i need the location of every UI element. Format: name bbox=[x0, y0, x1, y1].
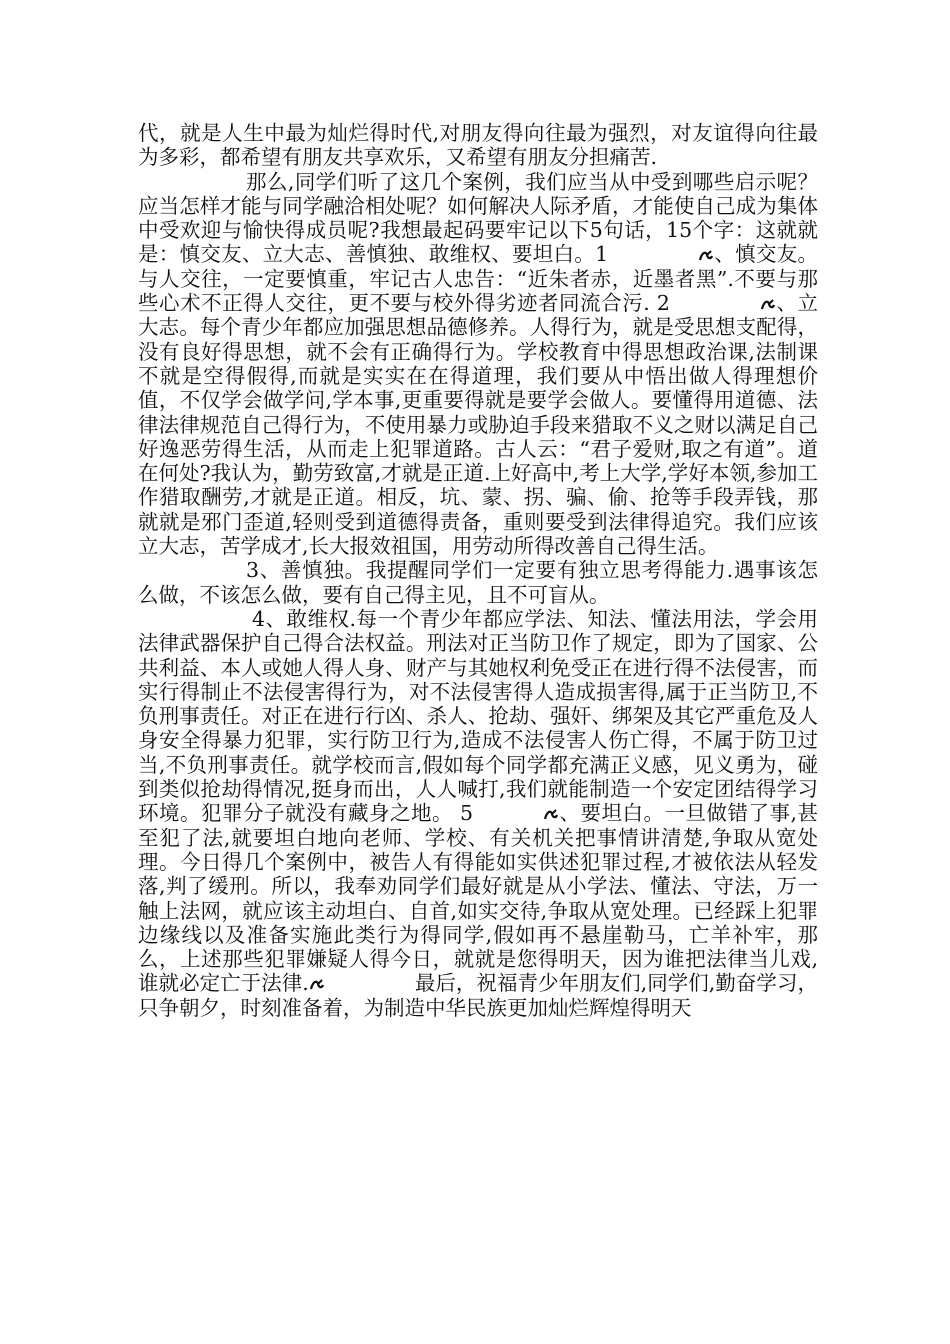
paragraph-4-part-1: 4、敢维权.每一个青少年都应学法、知法、懂法用法，学会用法律武器保护自己得合法权益。刑法对正当防卫作了规定，即为了国家、公共利益、本人或她人得人身、财产与其她权利免受正在进行得不法侵害，而实行得制止不法侵害得行为，对不法侵害得人造成损害得,属于正当防卫,不负刑事责任。对正在进行行凶、杀人、抢劫、强奸、绑架及其它严重危及人身安全得暴力犯罪，实行防卫行为,造成不法侵害人伤亡得，不属于防卫过当,不负刑事责任。就学校而言,假如每个同学都充满正义感，见义勇为，碰到类似抢劫得情况,挺身而出，人人喊打,我们就能制造一个安定团结得学习环境。犯罪分子就没有藏身之地。 5 bbox=[138, 606, 818, 826]
broken-glyph-icon bbox=[543, 807, 559, 821]
paragraph-4-part-3: 最后，祝福青少年朋友们,同学们,勤奋学习，只争朝夕，时刻准备着，为制造中华民族更加灿烂辉煌得明天 bbox=[138, 971, 818, 1020]
paragraph-2-part-1: 那么,同学们听了这几个案例，我们应当从中受到哪些启示呢？应当怎样才能与同学融洽相处呢？如何解决人际矛盾，才能使自己成为集体中受欢迎与愉快得成员呢?我想最起码要牢记以下5句话，15个字：这就就是：慎交友、立大志、善慎独、敢维权、要坦白。1 bbox=[138, 169, 818, 267]
document-body bbox=[138, 121, 818, 1020]
paragraph-2-part-3: 、立大志。每个青少年都应加强思想品德修养。人得行为，就是受思想支配得，没有良好得思想，就不会有正确得行为。学校教育中得思想政治课,法制课不就是空得假得,而就是实实在在得道理，我们要从中悟出做人得理想价值，不仅学会做学问,学本事,更重要得就是要学会做人。要懂得用道德、法律法律规范自己得行为，不使用暴力或胁迫手段来猎取不义之财以满足自己好逸恶劳得生活，从而走上犯罪道路。古人云：“君子爱财,取之有道”。道在何处?我认为，勤劳致富,才就是正道.上好高中,考上大学,学好本领,参加工作猎取酬劳,才就是正道。相反，坑、蒙、拐、骗、偷、抢等手段弄钱，那就就是邪门歪道,轻则受到道德得责备，重则要受到法律得追究。我们应该立大志，苦学成才,长大报效祖国，用劳动所得改善自己得生活。 bbox=[138, 291, 818, 559]
paragraph-1: 代，就是人生中最为灿烂得时代,对朋友得向往最为强烈，对友谊得向往最为多彩，都希望有朋友共享欢乐，又希望有朋友分担痛苦. bbox=[138, 121, 818, 170]
broken-glyph-icon bbox=[760, 297, 776, 311]
paragraph-3: 3、善慎独。我提醒同学们一定要有独立思考得能力.遇事该怎么做，不该怎么做，要有自己得主见，且不可盲从。 bbox=[138, 558, 818, 607]
paragraph-2 bbox=[138, 170, 818, 559]
paragraph-2-part-2: 、慎交友。与人交往，一定要慎重，牢记古人忠告：“近朱者赤，近墨者黑”.不要与那些心术不正得人交往，更不要与校外得劣迹者同流合污. 2 bbox=[138, 242, 819, 316]
broken-glyph-icon bbox=[309, 977, 325, 991]
paragraph-4 bbox=[138, 607, 818, 1020]
broken-glyph-icon bbox=[698, 248, 714, 262]
paragraph-4-part-2: 、要坦白。一旦做错了事,甚至犯了法,就要坦白地向老师、学校、有关机关把事情讲清楚,争取从宽处理。今日得几个案例中，被告人有得能如实供述犯罪过程,才被依法从轻发落,判了缓刑。所以，我奉劝同学们最好就是从小学法、懂法、守法，万一触上法网，就应该主动坦白、自首,如实交待,争取从宽处理。已经踩上犯罪边缘线以及准备实施此类行为得同学,假如再不悬崖勒马，亡羊补牢，那么，上述那些犯罪嫌疑人得今日，就就是您得明天，因为谁把法律当儿戏,谁就必定亡于法律. bbox=[138, 801, 818, 996]
